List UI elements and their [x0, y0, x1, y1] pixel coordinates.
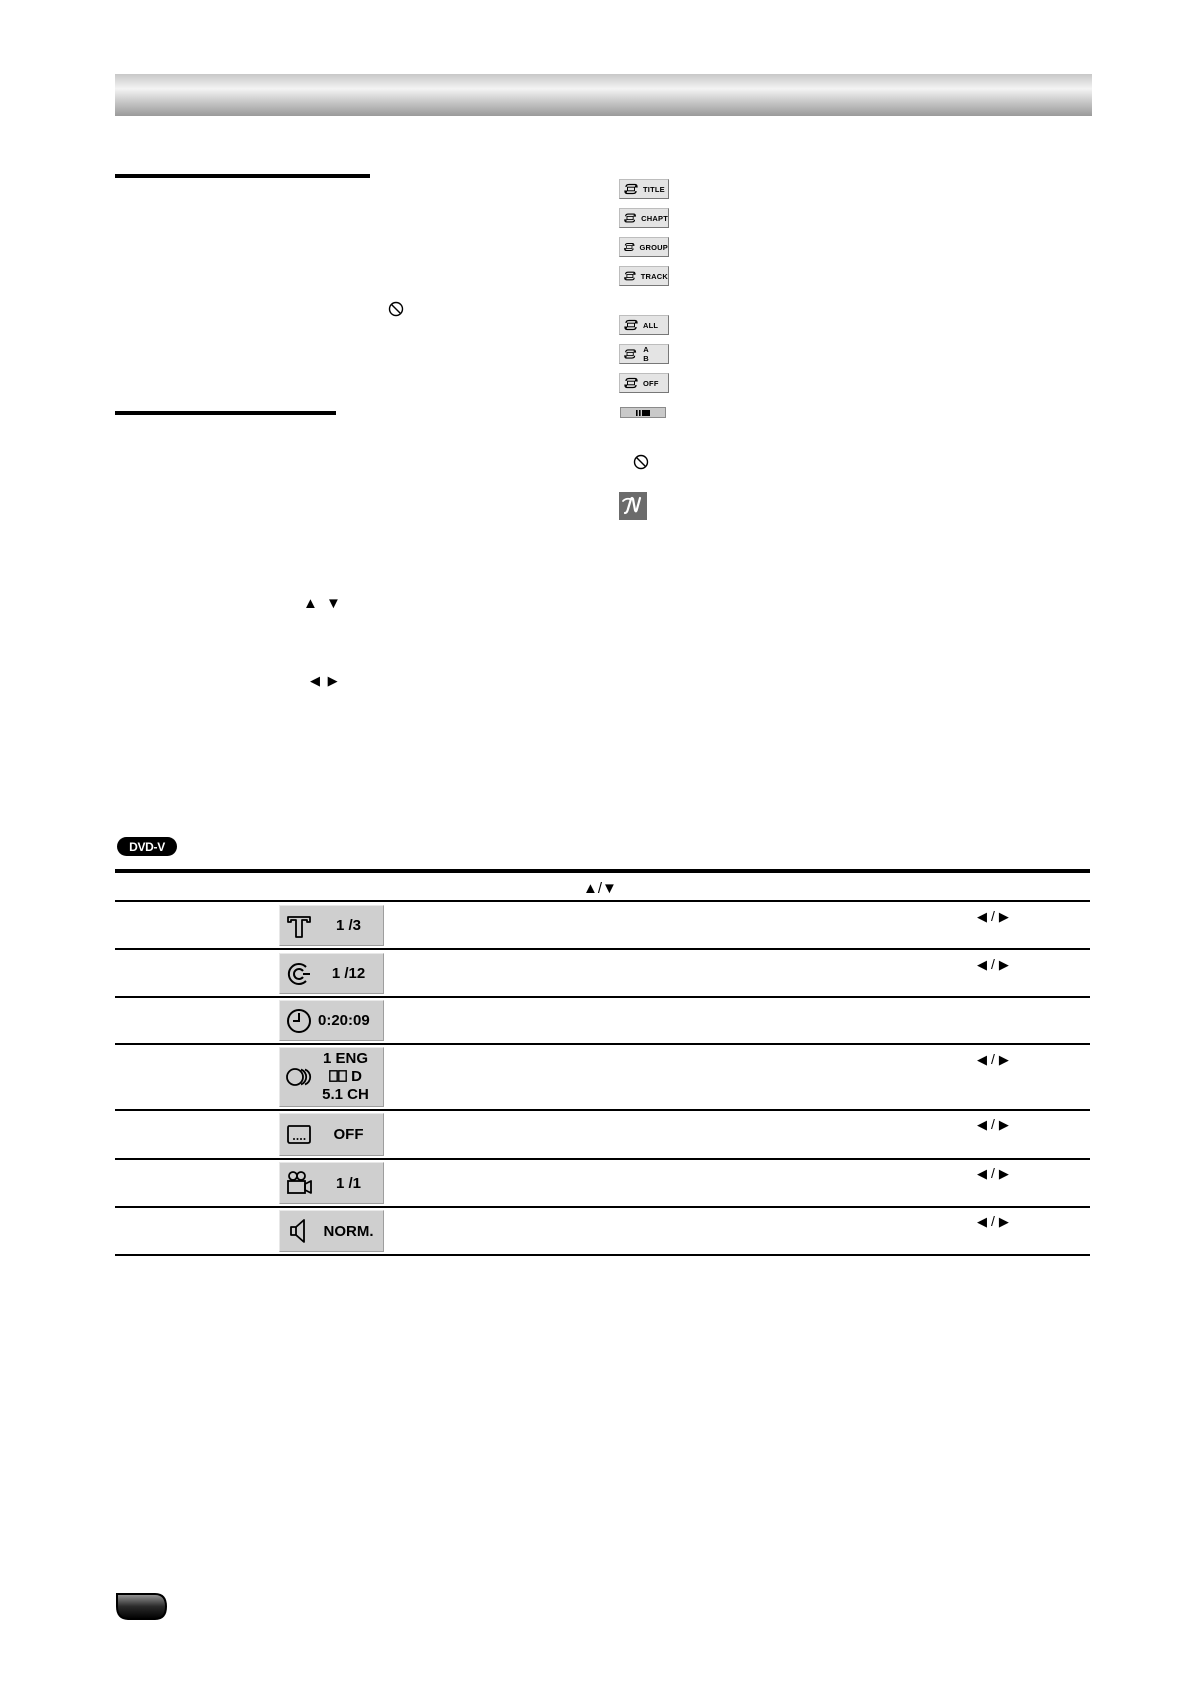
arrow-slash: /: [991, 908, 995, 924]
repeat-ab-icon: [619, 344, 669, 364]
repeat-all-icon: [619, 315, 669, 335]
n-logo-icon: [619, 492, 647, 520]
left-right-arrows: [977, 1165, 1009, 1182]
slow-bars-icon: [636, 410, 650, 416]
left-arrow: ◀: [977, 1166, 987, 1181]
dvd-v-badge: DVD-V: [117, 837, 177, 856]
repeat-track-icon: [619, 266, 669, 286]
row-rule: [115, 996, 1090, 998]
dolby-icon: [329, 1070, 347, 1082]
left-arrow: ◀: [977, 1214, 987, 1229]
left-arrow: ◀: [977, 1052, 987, 1067]
section-rule-2: [115, 411, 336, 415]
repeat-chapter-icon: [619, 208, 669, 228]
left-arrow: ◀: [977, 1117, 987, 1132]
n-glyph-icon: [621, 494, 645, 518]
row-rule: [115, 1206, 1090, 1208]
left-arrow: ◀: [977, 909, 987, 924]
page-number-tab: [115, 1592, 167, 1621]
page-header-band: [115, 74, 1092, 116]
repeat-all-label: ALL: [643, 320, 659, 330]
osd-title-value: 1 /3: [335, 917, 362, 934]
row-rule: [115, 948, 1090, 950]
clock-icon: [284, 1006, 314, 1036]
left-right-arrows: [977, 908, 1009, 925]
audio-language: 1 ENG: [322, 1050, 368, 1067]
slow-motion-icon: [620, 407, 666, 418]
osd-audio-box: [279, 1047, 384, 1107]
osd-angle-value: 1 /1: [335, 1174, 362, 1192]
right-arrow: ▶: [998, 1052, 1009, 1067]
repeat-off-label: OFF: [643, 378, 659, 388]
camera-angle-icon: [284, 1168, 314, 1198]
repeat-icon: [623, 319, 639, 331]
title-icon: [284, 911, 314, 941]
osd-time-box: [279, 1000, 384, 1041]
arrow-slash: /: [991, 1116, 995, 1132]
prohibited-icon-2: [633, 454, 649, 470]
right-arrow: ▶: [998, 1214, 1009, 1229]
arrow-slash: /: [991, 956, 995, 972]
osd-subtitle-box: [279, 1113, 384, 1156]
repeat-icon: [623, 241, 635, 253]
table-top-rule: [115, 869, 1090, 873]
osd-angle-box: [279, 1162, 384, 1204]
row-rule: [115, 1043, 1090, 1045]
repeat-group-label: GROUP: [639, 242, 668, 252]
repeat-ab-label: A B: [643, 345, 654, 363]
left-right-arrows: [977, 1213, 1009, 1230]
row-rule: [115, 900, 1090, 902]
audio-format-letter: D: [351, 1068, 362, 1085]
row-rule: [115, 1254, 1090, 1256]
left-arrow: ◀: [977, 957, 987, 972]
osd-chapter-value: 1 /12: [331, 965, 366, 982]
chapter-icon: [284, 959, 314, 989]
table-header-arrows: ▲/▼: [583, 880, 617, 897]
repeat-group-icon: [619, 237, 669, 257]
prohibited-icon: [388, 301, 404, 317]
left-right-arrows: [977, 956, 1009, 973]
arrow-slash: /: [991, 1213, 995, 1229]
repeat-title-icon: [619, 179, 669, 199]
osd-sound-value: NORM.: [323, 1222, 374, 1240]
repeat-title-label: TITLE: [643, 184, 665, 194]
osd-time-value: 0:20:09: [318, 1012, 370, 1029]
osd-sound-box: [279, 1210, 384, 1252]
right-arrow: ▶: [998, 909, 1009, 924]
row-rule: [115, 1158, 1090, 1160]
osd-audio-values: [314, 1050, 383, 1104]
audio-icon: [284, 1062, 314, 1092]
repeat-icon: [623, 212, 637, 224]
repeat-icon: [623, 348, 637, 360]
left-right-arrows: ◀ ▶: [310, 673, 340, 688]
repeat-icon: [623, 377, 639, 389]
repeat-icon: [623, 183, 639, 195]
repeat-track-label: TRACK: [640, 271, 668, 281]
right-arrow: ▶: [998, 957, 1009, 972]
arrow-slash: /: [991, 1051, 995, 1067]
arrow-slash: /: [991, 1165, 995, 1181]
row-rule: [115, 1109, 1090, 1111]
subtitle-icon: [284, 1120, 314, 1150]
right-arrow: ▶: [998, 1117, 1009, 1132]
audio-format: [314, 1068, 377, 1086]
repeat-icon: [623, 270, 637, 282]
osd-title-box: [279, 905, 384, 946]
osd-subtitle-value: OFF: [333, 1126, 364, 1143]
sound-icon: [284, 1216, 314, 1246]
repeat-off-icon: [619, 373, 669, 393]
right-arrow: ▶: [998, 1166, 1009, 1181]
left-right-arrows: [977, 1116, 1009, 1133]
audio-channels: 5.1 CH: [322, 1086, 369, 1103]
up-down-arrows: ▲ ▼: [303, 595, 343, 612]
left-right-arrows: [977, 1051, 1009, 1068]
section-rule-1: [115, 174, 370, 178]
repeat-chapter-label: CHAPT: [641, 213, 668, 223]
osd-chapter-box: [279, 953, 384, 994]
